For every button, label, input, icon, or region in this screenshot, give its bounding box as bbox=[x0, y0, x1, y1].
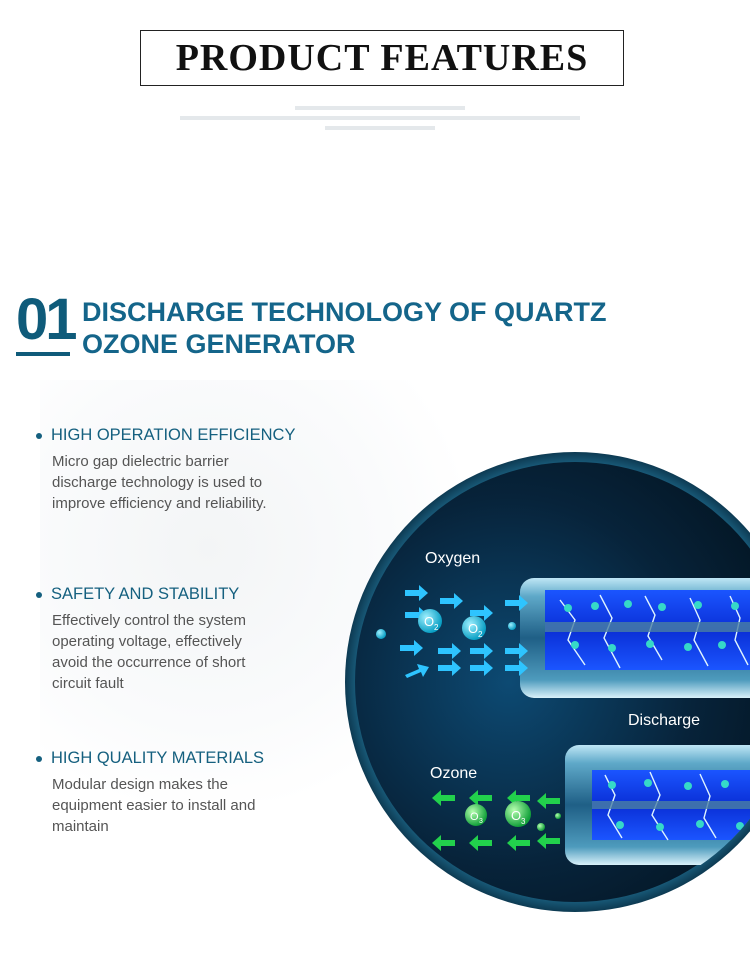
svg-text:O: O bbox=[511, 808, 522, 823]
svg-text:3: 3 bbox=[479, 818, 483, 825]
feature-desc-line: circuit fault bbox=[52, 675, 124, 692]
section-number: 01 bbox=[16, 287, 75, 352]
feature-desc-line: avoid the occurrence of short bbox=[52, 654, 246, 671]
feature-desc-line: discharge technology is used to bbox=[52, 474, 263, 491]
feature-heading: HIGH QUALITY MATERIALS bbox=[51, 749, 265, 767]
feature-desc-line: Effectively control the system bbox=[52, 612, 246, 629]
svg-text:2: 2 bbox=[434, 623, 439, 632]
feature-heading: SAFETY AND STABILITY bbox=[51, 585, 240, 603]
section-title-line1: DISCHARGE TECHNOLOGY OF QUARTZ bbox=[82, 297, 607, 327]
feature-desc-line: equipment easier to install and bbox=[52, 797, 256, 814]
feature-desc-line: Micro gap dielectric barrier bbox=[52, 453, 229, 470]
svg-text:O: O bbox=[468, 621, 479, 636]
feature-desc-line: maintain bbox=[52, 818, 109, 835]
feature-desc-line: operating voltage, effectively bbox=[52, 633, 242, 650]
oxygen-label: Oxygen bbox=[425, 550, 481, 567]
svg-text:2: 2 bbox=[478, 630, 483, 639]
svg-text:O: O bbox=[470, 811, 479, 823]
o2-label: O bbox=[424, 614, 435, 629]
section-title-line2: OZONE GENERATOR bbox=[82, 329, 356, 359]
feature-desc-line: improve efficiency and reliability. bbox=[52, 495, 267, 512]
feature-desc-line: Modular design makes the bbox=[52, 776, 228, 793]
feature-heading: HIGH OPERATION EFFICIENCY bbox=[51, 426, 296, 444]
svg-text:3: 3 bbox=[521, 817, 526, 826]
ozone-label: Ozone bbox=[430, 765, 478, 782]
page-title: PRODUCT FEATURES bbox=[175, 37, 589, 79]
discharge-label: Discharge bbox=[628, 712, 701, 729]
